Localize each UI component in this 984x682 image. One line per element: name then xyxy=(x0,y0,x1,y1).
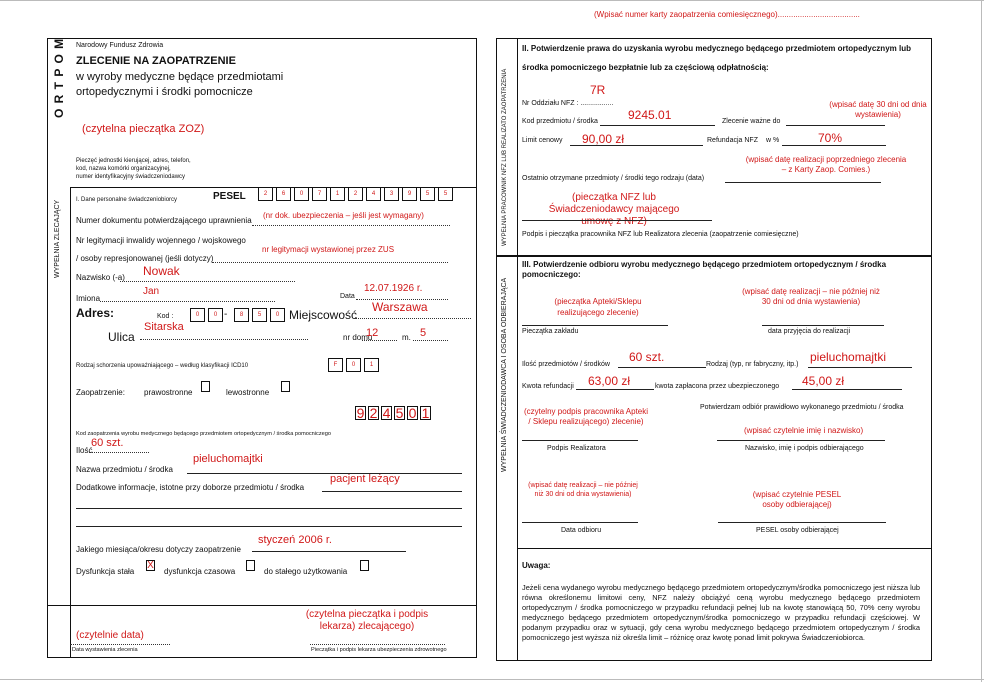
top-note: (Wpisać numer karty zaopatrzenia comiesięcznego)..................................... xyxy=(594,10,860,19)
page-bottom-line xyxy=(0,679,984,680)
icd-label: Rodzaj schorzenia upoważniającego – według klasyfikacji ICD10 xyxy=(76,363,249,369)
pharmacy-stamp-line xyxy=(522,325,668,326)
issue-date-line xyxy=(70,644,170,645)
extra-info-line-3 xyxy=(76,526,462,527)
nfz-sign-label: Podpis i pieczątka pracownika NFZ lub Realizatora zlecenia (zaopatrzenie comiesięczne) xyxy=(522,231,799,238)
legitimation-line xyxy=(212,262,448,263)
nfz-stamp-placeholder: (pieczątka NFZ lub Świadczeniodawcy mającego umowę z NFZ) xyxy=(548,192,680,227)
postal-digit-b-1: 8 xyxy=(234,308,249,322)
address-label: Adres: xyxy=(76,306,115,320)
legitimation-value: nr legitymacji wystawionej przez ZUS xyxy=(262,245,395,254)
pesel-digit-3: 0 xyxy=(294,187,309,201)
stamp-desc-3: numer identyfikacyjny świadczeniodawcy xyxy=(76,174,186,180)
permanent-use-checkbox[interactable] xyxy=(360,560,369,571)
month-line xyxy=(252,551,406,552)
right-top-vertical-label: WYPEŁNIA PRACOWNIK NFZ LUB REALIZATO ZAOPATRZENIA xyxy=(502,68,508,246)
permanent-dysfunction-label: Dysfunkcja stała xyxy=(76,567,135,576)
section2-header-2: środka pomocniczego bezpłatnie lub za częściową odpłatnością: xyxy=(522,63,769,72)
flat-label: m. xyxy=(402,333,411,342)
pesel-cells xyxy=(258,187,456,201)
accept-date-note: (wpisać datę realizacji – nie później niż 30 dni od dnia wystawienia) xyxy=(742,287,880,306)
icd-char-2: 0 xyxy=(346,358,361,372)
product-name-line xyxy=(187,473,462,474)
doctor-stamp-placeholder: (czytelna pieczątka i podpis lekarza) zlecającego) xyxy=(305,609,429,632)
doc-label: Numer dokumentu potwierdzającego uprawnienia xyxy=(76,216,252,225)
receiver-pesel-label: PESEL osoby odbierającej xyxy=(756,527,839,534)
pesel-digit-5: 1 xyxy=(330,187,345,201)
section3-header-2: pomocniczego: xyxy=(522,270,581,279)
postal-digit-a-2: 0 xyxy=(208,308,223,322)
receiver-pesel-line xyxy=(718,522,886,523)
product-code-digit-3: 4 xyxy=(382,405,391,421)
refund-amount-line xyxy=(576,389,654,390)
branch-value: 7R xyxy=(590,83,606,97)
postal-code-part1 xyxy=(190,308,226,322)
paid-amount-line xyxy=(792,389,902,390)
names-value: Jan xyxy=(143,286,160,297)
extra-info-line xyxy=(322,491,462,492)
extra-info-value: pacjent leżący xyxy=(330,473,400,485)
zoz-stamp-placeholder: (czytelna pieczątka ZOZ) xyxy=(82,123,205,135)
house-label: nr domu xyxy=(343,333,373,342)
doc-value: (nr dok. ubezpieczenia – jeśli jest wymagany) xyxy=(263,211,424,220)
last-supply-label: Ostatnio otrzymane przedmioty / środki tego rodzaju (data) xyxy=(522,175,705,182)
receiver-sign-label: Nazwisko, imię i podpis odbierającego xyxy=(745,445,864,452)
pesel-digit-9: 9 xyxy=(402,187,417,201)
left-side-divider xyxy=(70,187,71,605)
icd-char-3: 1 xyxy=(364,358,379,372)
items-quantity-line xyxy=(618,367,706,368)
pesel-label: PESEL xyxy=(213,191,246,202)
product-name-value: pieluchomajtki xyxy=(193,453,263,465)
personal-header: I. Dane personalne świadczeniobiorcy xyxy=(76,197,178,203)
legitimation-label-2: / osoby represjonowanej (jeśli dotyczy) xyxy=(76,254,214,263)
pesel-digit-2: 6 xyxy=(276,187,291,201)
left-vertical-label: WYPEŁNIA ZLECAJĄCY xyxy=(54,199,61,278)
price-limit-line xyxy=(570,145,703,146)
confirm-receipt-label: Potwierdzam odbiór prawidłowo wykonanego przedmiotu / środka xyxy=(700,404,904,411)
last-supply-note: (wpisać datę realizacji poprzedniego zlecenia – z Karty Zaop. Comies.) xyxy=(745,155,907,174)
pesel-digit-8: 3 xyxy=(384,187,399,201)
type-line xyxy=(808,367,912,368)
city-line xyxy=(355,318,471,319)
branch-label: Nr Oddziału NFZ : ................. xyxy=(522,100,614,107)
house-number: 12 xyxy=(366,327,379,339)
pesel-digit-1: 2 xyxy=(258,187,273,201)
product-code-digit-1: 9 xyxy=(356,405,365,421)
product-code-digit-6: 1 xyxy=(421,405,430,421)
paid-amount-label: kwota zapłacona przez ubezpieczonego xyxy=(655,383,780,390)
form-title-line2: w wyroby medyczne będące przedmiotami xyxy=(76,71,284,83)
right-bottom-vertical-label: WYPEŁNIA ŚWIADCZENIODAWCA I OSOBA ODBIERAJĄCA xyxy=(501,277,508,472)
surname-line xyxy=(120,281,295,282)
refund-line xyxy=(782,145,886,146)
left-side-label: lewostronne xyxy=(226,388,270,397)
permanent-use-label: do stałego użytkowania xyxy=(264,567,348,576)
month-value: styczeń 2006 r. xyxy=(258,534,332,546)
product-code-digit-5: 0 xyxy=(408,405,417,421)
nfz-stamp-line xyxy=(522,220,712,221)
realizer-sign-label: Podpis Realizatora xyxy=(547,445,606,452)
right-bottom-divider xyxy=(517,548,931,549)
pesel-digit-4: 7 xyxy=(312,187,327,201)
temporary-dysfunction-label: dysfunkcja czasowa xyxy=(164,567,236,576)
postal-digit-b-3: 0 xyxy=(270,308,285,322)
last-supply-line xyxy=(725,182,881,183)
type-label: Rodzaj (typ, nr fabryczny, itp.) xyxy=(706,361,799,368)
valid-until-label: Zlecenie ważne do xyxy=(722,118,781,125)
product-name-label: Nazwa przedmiotu / środka xyxy=(76,465,173,474)
accept-date-label: data przyjęcia do realizacji xyxy=(768,328,851,335)
names-line xyxy=(100,301,275,302)
flat-number: 5 xyxy=(420,327,427,339)
street-value: Sitarska xyxy=(144,321,184,333)
note-text: Jeżeli cena wydanego wyrobu medycznego będącego przedmiotem ortopedycznym/środka pomocniczego jest niższa lub równa określonemu limitowi ceny, NFZ należy obciążyć ceną wyrobu medycznego będącego przedmiotem ortopedycznym / środka pomocniczego w przypadku refundacji pełnej lub na kwotę stanowiącą 50, 70% ceny wyrobu medycznego będącego przedmiotem ortopedycznym/środka pomocniczego w przypadku refundacji częściowej. W podanym przypadku oraz w sytuacji, gdy cena wyrobu medycznego będącego przedmiotem ortopedycznym / środka pomocniczego jest wyższa niż określa limit – różnicę oraz kwotę ponad limit pokrywa Świadczeniobiorca. xyxy=(522,583,920,642)
valid-until-line xyxy=(786,125,885,126)
postal-code-part2 xyxy=(234,308,288,322)
refund-unit: w % xyxy=(766,137,780,144)
doctor-stamp-line xyxy=(310,644,445,645)
refund-amount-label: Kwota refundacji xyxy=(522,383,574,390)
receiver-name-placeholder: (wpisać czytelnie imię i nazwisko) xyxy=(744,426,864,435)
pickup-date-note: (wpisać datę realizacji – nie później niż 30 dni od dnia wystawienia) xyxy=(528,482,638,498)
page-top-line xyxy=(0,0,984,1)
pesel-digit-11: 5 xyxy=(438,187,453,201)
refund-value: 70% xyxy=(818,131,843,145)
temporary-dysfunction-checkbox[interactable] xyxy=(246,560,255,571)
pharmacy-stamp-placeholder: (pieczątka Apteki/Sklepu realizującego zlecenie) xyxy=(554,297,642,317)
quantity-label: Ilość xyxy=(76,446,93,455)
birth-date: 12.07.1926 r. xyxy=(364,283,423,294)
product-code-line-nfz xyxy=(600,125,715,126)
extra-info-line-2 xyxy=(76,508,462,509)
page-right-line xyxy=(981,0,982,682)
price-limit-label: Limit cenowy xyxy=(522,137,563,144)
items-quantity-label: Ilość przedmiotów / środków xyxy=(522,361,610,368)
valid-until-note: (wpisać datę 30 dni od dnia wystawienia) xyxy=(829,100,927,119)
product-code-digit-4: 5 xyxy=(395,405,404,421)
month-label: Jakiego miesiąca/okresu dotyczy zaopatrzenie xyxy=(76,545,241,554)
icd-code-cells xyxy=(328,358,382,372)
pharmacy-stamp-label: Pieczątka zakładu xyxy=(522,328,579,335)
section2-header: II. Potwierdzenie prawa do uzyskania wyrobu medycznego będącego przedmiotem ortopedycznym lub xyxy=(522,44,911,53)
legitimation-label: Nr legitymacji inwalidy wojennego / wojskowego xyxy=(76,236,246,245)
readable-date-placeholder: (czytelnie data) xyxy=(76,630,144,641)
left-side-checkbox[interactable] xyxy=(281,381,290,392)
quantity-line xyxy=(89,452,149,453)
doc-line xyxy=(252,225,450,226)
right-side-label: prawostronne xyxy=(144,388,193,397)
pickup-date-label: Data odbioru xyxy=(561,527,602,534)
form-title-line3: ortopedycznymi i środki pomocnicze xyxy=(76,86,253,98)
section3-header: III. Potwierdzenie odbioru wyrobu medycznego będącego przedmiotem ortopedycznym / środka xyxy=(522,260,887,269)
postal-digit-b-2: 5 xyxy=(252,308,267,322)
street-label: Ulica xyxy=(108,330,135,344)
quantity-value: 60 szt. xyxy=(91,437,124,449)
pesel-digit-7: 4 xyxy=(366,187,381,201)
city-value: Warszawa xyxy=(372,300,428,314)
note-title: Uwaga: xyxy=(522,561,551,570)
product-code-label-nfz: Kod przedmiotu / środka xyxy=(522,118,598,125)
pesel-digit-10: 5 xyxy=(420,187,435,201)
left-divider-2 xyxy=(48,605,476,606)
product-code-cells xyxy=(355,406,433,420)
refund-amount-value: 63,00 zł xyxy=(588,374,631,388)
employee-sign-placeholder: (czytelny podpis pracownika Apteki / Sklepu realizującego) zlecenie) xyxy=(523,407,649,426)
receiver-pesel-note: (wpisać czytelnie PESEL osoby odbierającej) xyxy=(752,490,842,509)
price-limit-value: 90,00 zł xyxy=(582,132,625,146)
type-value: pieluchomajtki xyxy=(810,350,887,364)
date-label: Data xyxy=(340,293,355,300)
ort-pom-label: O R T P O M xyxy=(52,37,66,118)
permanent-dysfunction-checkbox[interactable]: X xyxy=(147,559,154,571)
doctor-stamp-label: Pieczątka i podpis lekarza ubezpieczenia zdrowotnego xyxy=(311,647,447,653)
accept-date-line xyxy=(762,325,884,326)
receiver-sign-line xyxy=(717,440,885,441)
product-code-value-nfz: 9245.01 xyxy=(628,108,672,122)
postal-dash: - xyxy=(224,309,228,320)
issue-date-label: Data wystawienia zlecenia xyxy=(72,647,138,653)
surname-label: Nazwisko (-a) xyxy=(76,273,125,282)
icd-char-1: F xyxy=(328,358,343,372)
product-code-label: Kod zaopatrzenia wyrobu medycznego będącego przedmiotem ortopedycznym / środka pomocniczego xyxy=(76,431,331,437)
stamp-desc-2: kod, nazwa komórki organizacyjnej, xyxy=(76,166,171,172)
supply-label: Zaopatrzenie: xyxy=(76,388,125,397)
flat-line xyxy=(413,340,448,341)
nfz-label: Narodowy Fundusz Zdrowia xyxy=(76,42,164,49)
right-top-side-divider xyxy=(517,39,518,255)
names-label: Imiona xyxy=(76,294,101,303)
house-line xyxy=(362,340,397,341)
paid-amount-value: 45,00 zł xyxy=(802,374,845,388)
refund-label: Refundacja NFZ xyxy=(707,137,758,144)
street-line xyxy=(140,339,308,340)
postal-digit-a-1: 0 xyxy=(190,308,205,322)
stamp-desc-1: Pieczęć jednostki kierującej, adres, telefon, xyxy=(76,158,191,164)
pickup-date-line xyxy=(522,522,638,523)
realizer-sign-line xyxy=(522,440,638,441)
items-quantity-value: 60 szt. xyxy=(629,350,665,364)
surname-value: Nowak xyxy=(143,264,180,278)
product-code-digit-2: 2 xyxy=(369,405,378,421)
postal-code-label: Kod : xyxy=(157,313,174,320)
extra-info-label: Dodatkowe informacje, istotne przy doborze przedmiotu / środka xyxy=(76,483,305,492)
right-side-checkbox[interactable] xyxy=(201,381,210,392)
city-label: Miejscowość xyxy=(289,308,358,322)
pesel-digit-6: 2 xyxy=(348,187,363,201)
form-title: ZLECENIE NA ZAOPATRZENIE xyxy=(76,55,236,67)
left-divider-2b xyxy=(70,605,71,657)
right-bottom-side-divider xyxy=(517,257,518,660)
